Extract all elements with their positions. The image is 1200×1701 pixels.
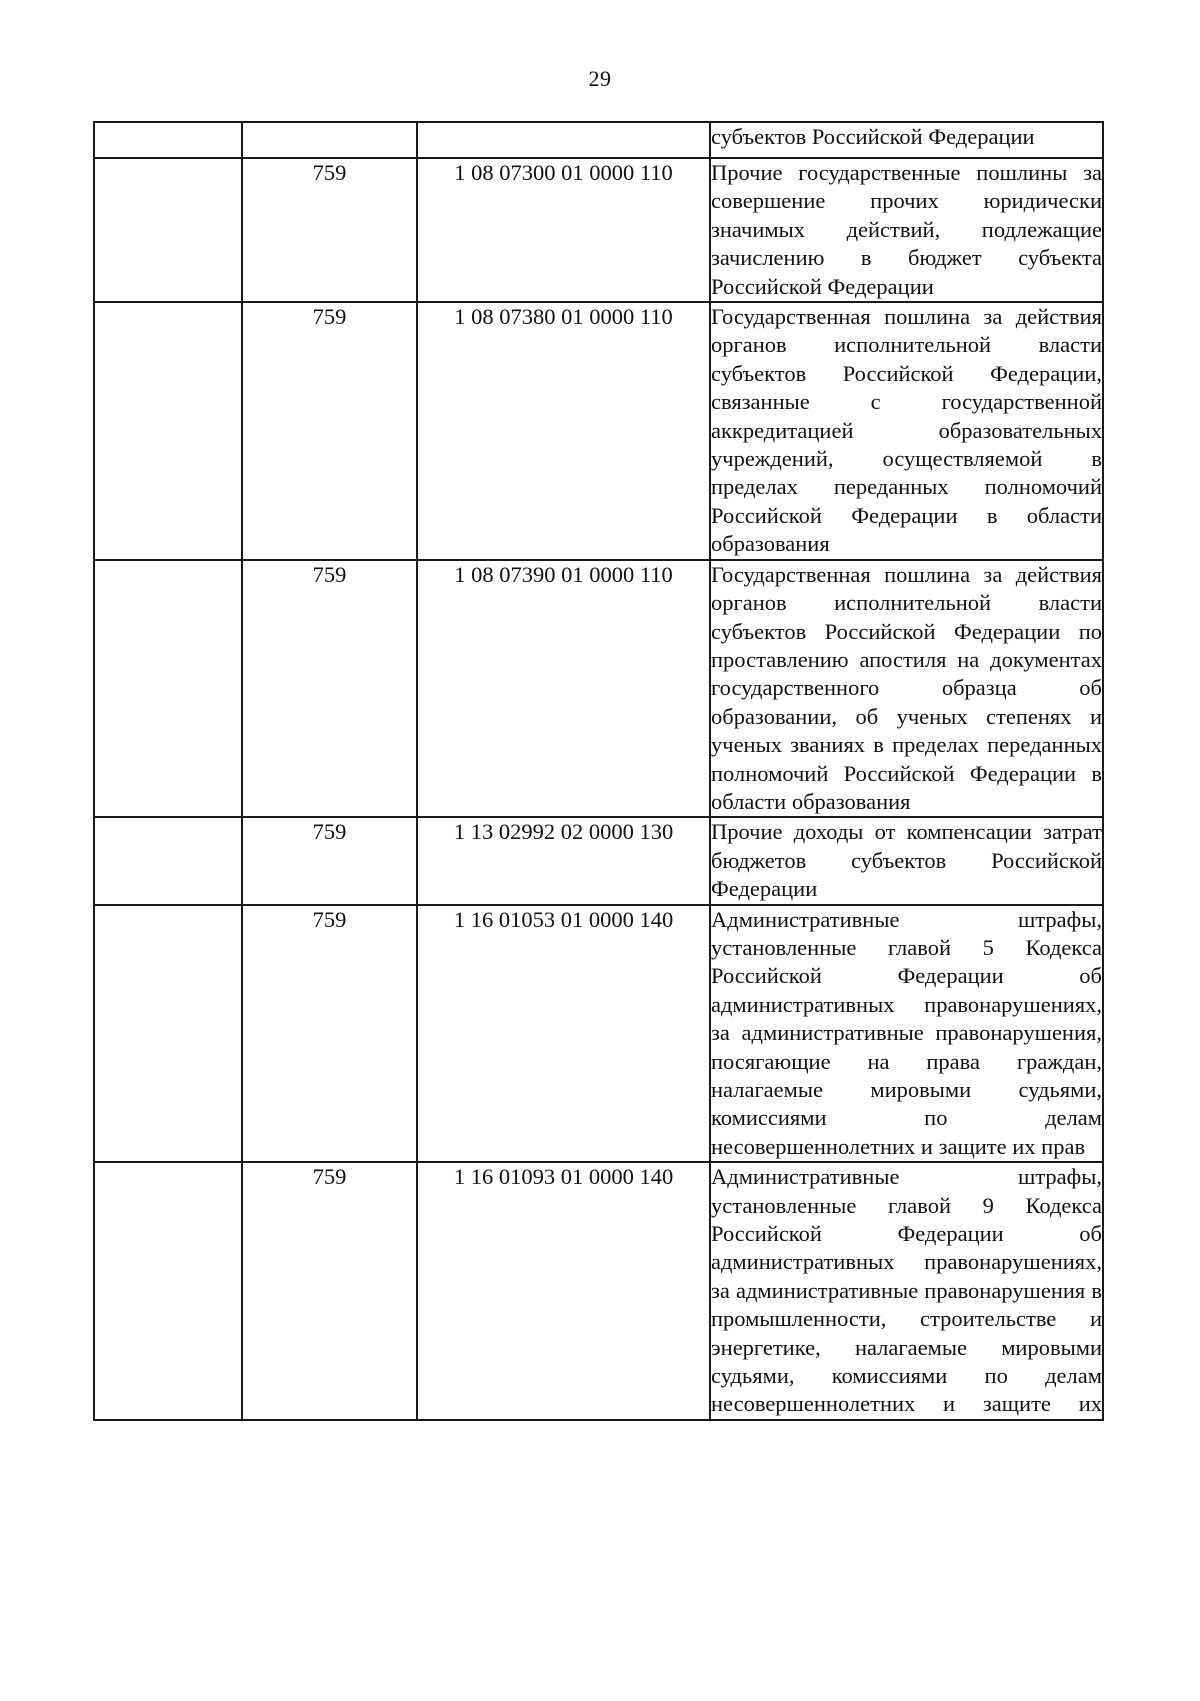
table-cell-empty bbox=[94, 158, 242, 302]
table-cell-revenue-name: Административные штрафы, установленные главой 5 Кодекса Российской Федерации об административных правонарушениях, за административные правонарушения, посягающие на права граждан, налагаемые мировыми судьями, комиссиями по делам несовершеннолетних и защите их прав bbox=[710, 905, 1103, 1163]
table-row bbox=[94, 560, 1103, 818]
table-cell-admin-code bbox=[242, 122, 417, 158]
table-cell-empty bbox=[94, 122, 242, 158]
revenue-codes-table bbox=[93, 121, 1104, 1421]
table-cell-admin-code: 759 bbox=[242, 1162, 417, 1420]
table-cell-revenue-code: 1 16 01093 01 0000 140 bbox=[417, 1162, 710, 1420]
table-row-continuation bbox=[94, 122, 1103, 158]
table-cell-revenue-name: Государственная пошлина за действия органов исполнительной власти субъектов Российской Федерации, связанные с государственной аккредитацией образовательных учреждений, осуществляемой в пределах переданных полномочий Российской Федерации в области образования bbox=[710, 302, 1103, 560]
table-cell-revenue-code bbox=[417, 122, 710, 158]
table-cell-revenue-code: 1 16 01053 01 0000 140 bbox=[417, 905, 710, 1163]
table-row bbox=[94, 817, 1103, 904]
table-cell-empty bbox=[94, 302, 242, 560]
table-cell-revenue-name: Прочие государственные пошлины за совершение прочих юридически значимых действий, подлежащие зачислению в бюджет субъекта Российской Федерации bbox=[710, 158, 1103, 302]
table-cell-empty bbox=[94, 560, 242, 818]
table-cell-revenue-code: 1 08 07380 01 0000 110 bbox=[417, 302, 710, 560]
table-cell-revenue-code: 1 08 07300 01 0000 110 bbox=[417, 158, 710, 302]
table-cell-empty bbox=[94, 817, 242, 904]
table-cell-revenue-name: Прочие доходы от компенсации затрат бюджетов субъектов Российской Федерации bbox=[710, 817, 1103, 904]
table-cell-admin-code: 759 bbox=[242, 560, 417, 818]
table-cell-admin-code: 759 bbox=[242, 817, 417, 904]
table-row bbox=[94, 158, 1103, 302]
table-row bbox=[94, 905, 1103, 1163]
table-cell-revenue-code: 1 13 02992 02 0000 130 bbox=[417, 817, 710, 904]
table-cell-revenue-name: Государственная пошлина за действия органов исполнительной власти субъектов Российской Федерации по проставлению апостиля на документах государственного образца об образовании, об ученых степенях и ученых званиях в пределах переданных полномочий Российской Федерации в области образования bbox=[710, 560, 1103, 818]
table-cell-admin-code: 759 bbox=[242, 905, 417, 1163]
table-row bbox=[94, 302, 1103, 560]
table-cell-continuation-text: субъектов Российской Федерации bbox=[710, 122, 1103, 158]
table-row bbox=[94, 1162, 1103, 1420]
page-number: 29 bbox=[588, 66, 612, 91]
table-cell-empty bbox=[94, 905, 242, 1163]
table-cell-empty bbox=[94, 1162, 242, 1420]
table-cell-admin-code: 759 bbox=[242, 302, 417, 560]
table-cell-revenue-code: 1 08 07390 01 0000 110 bbox=[417, 560, 710, 818]
table-cell-revenue-name: Административные штрафы, установленные главой 9 Кодекса Российской Федерации об административных правонарушениях, за административные правонарушения в промышленности, строительстве и энергетике, налагаемые мировыми судьями, комиссиями по делам несовершеннолетних и защите их bbox=[710, 1162, 1103, 1420]
table-cell-admin-code: 759 bbox=[242, 158, 417, 302]
